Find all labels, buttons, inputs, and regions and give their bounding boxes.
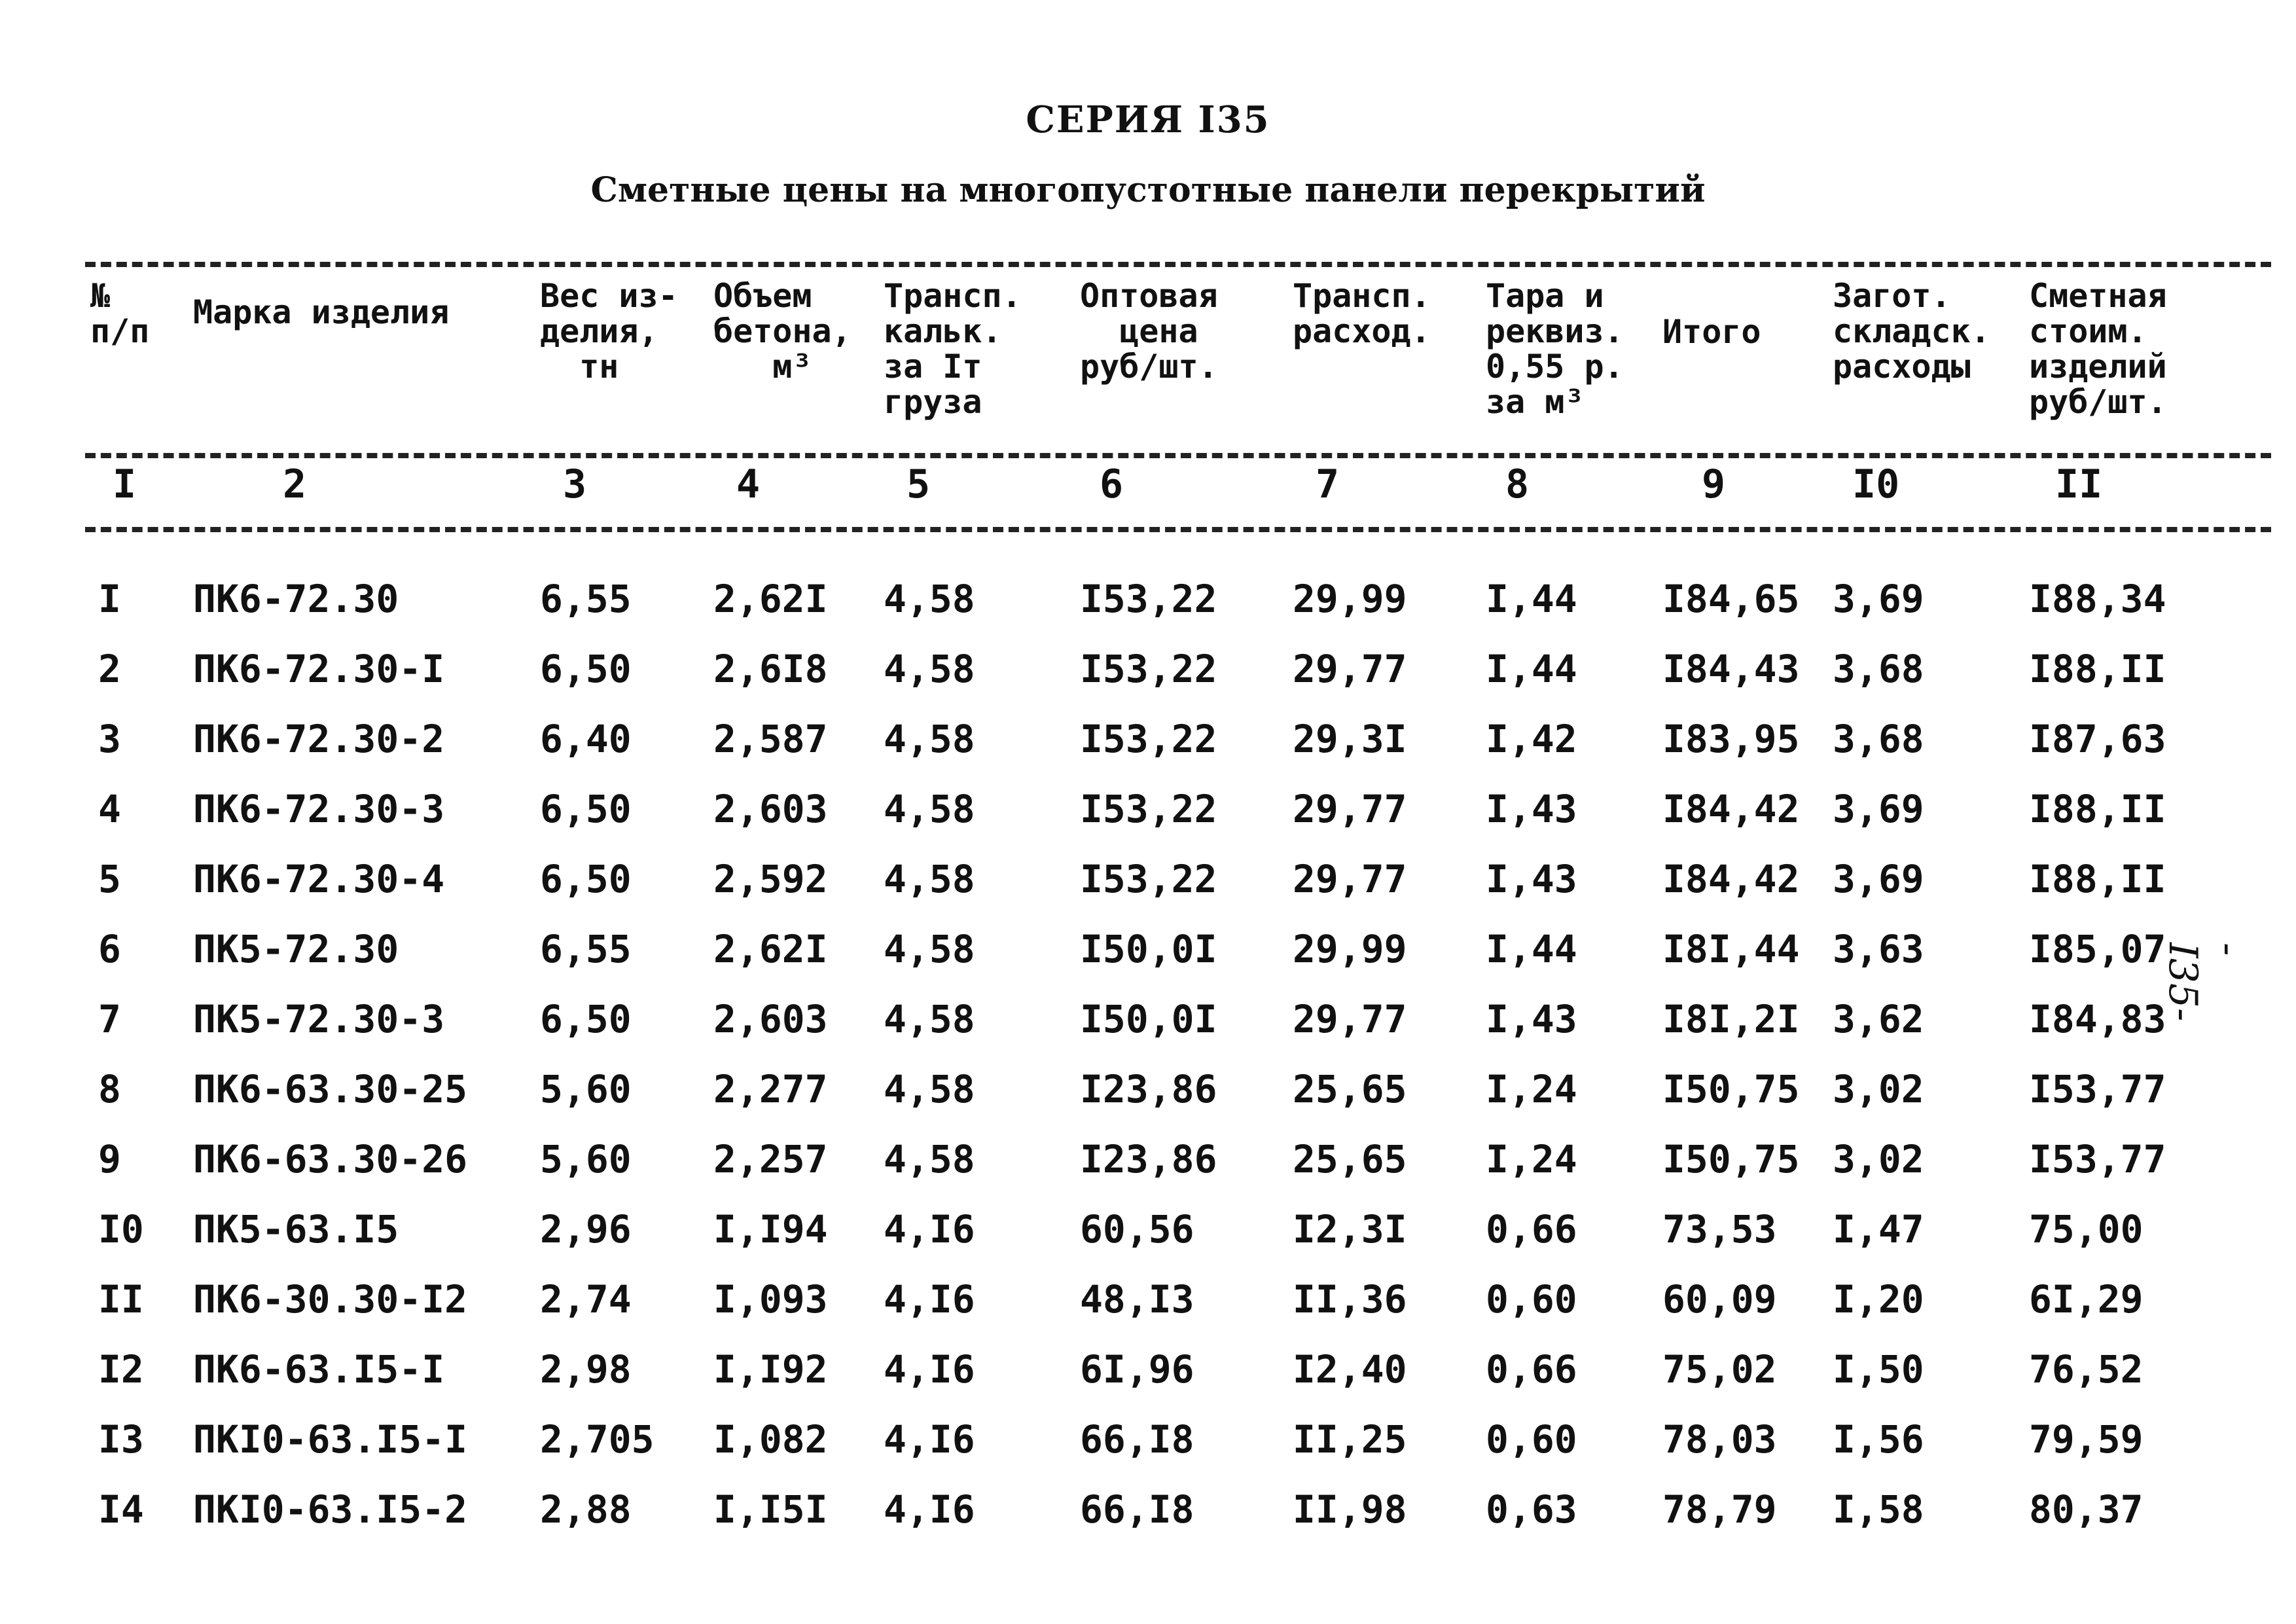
cell-number: II	[98, 1277, 144, 1322]
cell-total: I83,95	[1662, 717, 1800, 761]
table-row	[0, 1273, 2296, 1339]
cell-container: 0,60	[1486, 1277, 1577, 1322]
cell-volume: 2,587	[713, 717, 828, 761]
cell-mark: ПК6-72.30-4	[193, 857, 445, 901]
document-title: Сметные цены на многопустотные панели перекрытий	[590, 170, 1706, 210]
cell-weight: 6,50	[540, 647, 632, 691]
cell-number: 4	[98, 787, 121, 831]
cell-transport-calc: 4,I6	[884, 1277, 975, 1322]
cell-estimated-cost: I88,II	[2029, 647, 2166, 691]
cell-estimated-cost: 79,59	[2029, 1417, 2144, 1462]
column-number: I	[113, 461, 137, 507]
cell-wholesale-price: I53,22	[1080, 857, 1217, 901]
table-row	[0, 643, 2296, 708]
cell-procurement: 3,02	[1833, 1137, 1924, 1182]
header-concrete-volume: Объем бетона, м³	[713, 277, 852, 386]
cell-total: 75,02	[1662, 1347, 1777, 1392]
header-container: Тара и реквиз. 0,55 р. за м³	[1486, 277, 1624, 421]
cell-container: I,44	[1486, 927, 1577, 971]
cell-volume: I,I94	[713, 1207, 828, 1252]
cell-number: I3	[98, 1417, 144, 1462]
header-mark: Марка изделия	[193, 293, 450, 331]
cell-total: I50,75	[1662, 1137, 1800, 1182]
cell-weight: 2,705	[540, 1417, 655, 1462]
cell-mark: ПК6-63.30-25	[193, 1067, 468, 1111]
cell-volume: I,093	[713, 1277, 828, 1322]
cell-procurement: 3,63	[1833, 927, 1924, 971]
cell-number: I	[98, 577, 121, 621]
cell-estimated-cost: I84,83	[2029, 997, 2166, 1041]
table-row	[0, 783, 2296, 848]
cell-number: I0	[98, 1207, 144, 1252]
header-weight: Вес из- делия, тн	[540, 277, 678, 386]
cell-mark: ПКI0-63.I5-2	[193, 1487, 468, 1532]
cell-volume: I,I5I	[713, 1487, 828, 1532]
cell-transport-calc: 4,58	[884, 1067, 975, 1111]
cell-estimated-cost: 76,52	[2029, 1347, 2144, 1392]
cell-transport-calc: 4,I6	[884, 1347, 975, 1392]
cell-transport-cost: I2,3I	[1293, 1207, 1407, 1252]
column-number: 9	[1702, 461, 1726, 507]
cell-transport-cost: 29,77	[1293, 647, 1407, 691]
cell-wholesale-price: I50,0I	[1080, 927, 1217, 971]
cell-container: I,42	[1486, 717, 1577, 761]
cell-estimated-cost: I88,II	[2029, 787, 2166, 831]
cell-transport-cost: 29,77	[1293, 787, 1407, 831]
cell-total: I84,65	[1662, 577, 1800, 621]
column-number: 3	[563, 461, 587, 507]
cell-mark: ПК6-30.30-I2	[193, 1277, 468, 1322]
cell-procurement: I,50	[1833, 1347, 1924, 1392]
cell-wholesale-price: I23,86	[1080, 1067, 1217, 1111]
cell-number: 8	[98, 1067, 121, 1111]
table-row	[0, 1343, 2296, 1409]
cell-transport-calc: 4,58	[884, 1137, 975, 1182]
cell-transport-calc: 4,I6	[884, 1207, 975, 1252]
cell-weight: 5,60	[540, 1067, 632, 1111]
cell-wholesale-price: I53,22	[1080, 577, 1217, 621]
cell-container: 0,66	[1486, 1207, 1577, 1252]
cell-container: 0,60	[1486, 1417, 1577, 1462]
cell-procurement: 3,02	[1833, 1067, 1924, 1111]
cell-estimated-cost: 75,00	[2029, 1207, 2144, 1252]
cell-number: 3	[98, 717, 121, 761]
cell-mark: ПКI0-63.I5-I	[193, 1417, 468, 1462]
cell-transport-cost: 29,99	[1293, 927, 1407, 971]
cell-total: I84,43	[1662, 647, 1800, 691]
header-total: Итого	[1662, 313, 1761, 351]
cell-weight: 6,55	[540, 927, 632, 971]
cell-weight: 6,55	[540, 577, 632, 621]
cell-container: I,24	[1486, 1067, 1577, 1111]
cell-weight: 2,88	[540, 1487, 632, 1532]
cell-total: I8I,2I	[1662, 997, 1800, 1041]
cell-mark: ПК5-63.I5	[193, 1207, 399, 1252]
column-number: 5	[906, 461, 931, 507]
column-number: 2	[283, 461, 307, 507]
header-procurement: Загот. складск. расходы	[1833, 277, 1990, 386]
cell-transport-cost: 29,3I	[1293, 717, 1407, 761]
cell-mark: ПК6-63.I5-I	[193, 1347, 445, 1392]
cell-procurement: I,20	[1833, 1277, 1924, 1322]
cell-weight: 5,60	[540, 1137, 632, 1182]
cell-estimated-cost: I88,II	[2029, 857, 2166, 901]
cell-mark: ПК5-72.30	[193, 927, 399, 971]
table-row	[0, 923, 2296, 988]
cell-procurement: I,56	[1833, 1417, 1924, 1462]
cell-total: 73,53	[1662, 1207, 1777, 1252]
cell-number: 2	[98, 647, 121, 691]
cell-transport-cost: II,98	[1293, 1487, 1407, 1532]
cell-volume: I,082	[713, 1417, 828, 1462]
column-number: 6	[1100, 461, 1124, 507]
cell-estimated-cost: I88,34	[2029, 577, 2166, 621]
cell-number: 5	[98, 857, 121, 901]
cell-transport-cost: I2,40	[1293, 1347, 1407, 1392]
header-number: № п/п	[90, 277, 150, 350]
cell-weight: 2,98	[540, 1347, 632, 1392]
cell-transport-calc: 4,I6	[884, 1417, 975, 1462]
cell-total: I84,42	[1662, 857, 1800, 901]
table-row	[0, 1063, 2296, 1128]
cell-mark: ПК6-63.30-26	[193, 1137, 468, 1182]
cell-volume: I,I92	[713, 1347, 828, 1392]
table-row	[0, 713, 2296, 778]
cell-procurement: 3,62	[1833, 997, 1924, 1041]
cell-weight: 6,50	[540, 997, 632, 1041]
cell-wholesale-price: I23,86	[1080, 1137, 1217, 1182]
cell-weight: 6,50	[540, 857, 632, 901]
cell-total: I8I,44	[1662, 927, 1800, 971]
cell-procurement: 3,68	[1833, 647, 1924, 691]
cell-procurement: I,47	[1833, 1207, 1924, 1252]
cell-volume: 2,62I	[713, 577, 828, 621]
cell-container: I,43	[1486, 787, 1577, 831]
table-row	[0, 993, 2296, 1058]
cell-number: 6	[98, 927, 121, 971]
cell-procurement: I,58	[1833, 1487, 1924, 1532]
cell-container: I,44	[1486, 577, 1577, 621]
cell-estimated-cost: 6I,29	[2029, 1277, 2144, 1322]
cell-volume: 2,277	[713, 1067, 828, 1111]
cell-transport-cost: 29,99	[1293, 577, 1407, 621]
cell-number: I2	[98, 1347, 144, 1392]
cell-wholesale-price: I53,22	[1080, 787, 1217, 831]
cell-procurement: 3,69	[1833, 787, 1924, 831]
cell-mark: ПК5-72.30-3	[193, 997, 445, 1041]
cell-wholesale-price: I50,0I	[1080, 997, 1217, 1041]
header-estimated-cost: Сметная стоим. изделий руб/шт.	[2029, 277, 2167, 421]
table-row	[0, 573, 2296, 638]
header-transport-cost: Трансп. расход.	[1293, 277, 1431, 350]
cell-number: 9	[98, 1137, 121, 1182]
column-number: 4	[736, 461, 761, 507]
cell-weight: 2,96	[540, 1207, 632, 1252]
cell-transport-calc: 4,58	[884, 927, 975, 971]
cell-volume: 2,603	[713, 997, 828, 1041]
cell-weight: 2,74	[540, 1277, 632, 1322]
table-row	[0, 853, 2296, 918]
cell-weight: 6,50	[540, 787, 632, 831]
cell-procurement: 3,69	[1833, 577, 1924, 621]
cell-volume: 2,592	[713, 857, 828, 901]
cell-wholesale-price: 48,I3	[1080, 1277, 1194, 1322]
page-number-note: -I35-	[2160, 943, 2251, 1022]
cell-transport-cost: 25,65	[1293, 1067, 1407, 1111]
cell-transport-calc: 4,58	[884, 577, 975, 621]
cell-total: I50,75	[1662, 1067, 1800, 1111]
cell-volume: 2,603	[713, 787, 828, 831]
cell-wholesale-price: 66,I8	[1080, 1487, 1194, 1532]
series-label: СЕРИЯ I35	[1026, 98, 1270, 141]
cell-transport-calc: 4,58	[884, 857, 975, 901]
cell-estimated-cost: I87,63	[2029, 717, 2166, 761]
cell-transport-cost: 25,65	[1293, 1137, 1407, 1182]
column-number: II	[2055, 461, 2103, 507]
cell-transport-calc: 4,58	[884, 717, 975, 761]
cell-container: I,43	[1486, 997, 1577, 1041]
cell-wholesale-price: 6I,96	[1080, 1347, 1194, 1392]
cell-procurement: 3,69	[1833, 857, 1924, 901]
cell-total: 60,09	[1662, 1277, 1777, 1322]
cell-mark: ПК6-72.30	[193, 577, 399, 621]
cell-transport-cost: II,25	[1293, 1417, 1407, 1462]
header-mid-rule	[85, 453, 2271, 458]
cell-total: I84,42	[1662, 787, 1800, 831]
cell-container: I,24	[1486, 1137, 1577, 1182]
cell-transport-calc: 4,I6	[884, 1487, 975, 1532]
table-row	[0, 1413, 2296, 1479]
cell-procurement: 3,68	[1833, 717, 1924, 761]
column-number: 7	[1316, 461, 1340, 507]
cell-transport-cost: II,36	[1293, 1277, 1407, 1322]
cell-transport-calc: 4,58	[884, 787, 975, 831]
header-top-rule	[85, 262, 2271, 267]
table-row	[0, 1203, 2296, 1269]
cell-estimated-cost: I53,77	[2029, 1067, 2166, 1111]
cell-transport-cost: 29,77	[1293, 857, 1407, 901]
cell-mark: ПК6-72.30-2	[193, 717, 445, 761]
column-number: I0	[1852, 461, 1900, 507]
cell-estimated-cost: 80,37	[2029, 1487, 2144, 1532]
cell-weight: 6,40	[540, 717, 632, 761]
cell-transport-cost: 29,77	[1293, 997, 1407, 1041]
cell-number: I4	[98, 1487, 144, 1532]
table-row	[0, 1483, 2296, 1549]
column-number: 8	[1505, 461, 1530, 507]
cell-estimated-cost: I85,07	[2029, 927, 2166, 971]
header-bottom-rule	[85, 527, 2271, 532]
cell-volume: 2,62I	[713, 927, 828, 971]
cell-mark: ПК6-72.30-I	[193, 647, 445, 691]
cell-volume: 2,6I8	[713, 647, 828, 691]
header-wholesale-price: Оптовая цена руб/шт.	[1080, 277, 1218, 386]
cell-container: I,44	[1486, 647, 1577, 691]
cell-wholesale-price: I53,22	[1080, 717, 1217, 761]
table-row	[0, 1133, 2296, 1199]
cell-wholesale-price: I53,22	[1080, 647, 1217, 691]
cell-transport-calc: 4,58	[884, 647, 975, 691]
cell-volume: 2,257	[713, 1137, 828, 1182]
cell-total: 78,03	[1662, 1417, 1777, 1462]
header-transport-calc: Трансп. кальк. за Iт груза	[884, 277, 1022, 421]
cell-container: I,43	[1486, 857, 1577, 901]
cell-container: 0,63	[1486, 1487, 1577, 1532]
cell-wholesale-price: 66,I8	[1080, 1417, 1194, 1462]
cell-total: 78,79	[1662, 1487, 1777, 1532]
cell-mark: ПК6-72.30-3	[193, 787, 445, 831]
cell-wholesale-price: 60,56	[1080, 1207, 1194, 1252]
cell-number: 7	[98, 997, 121, 1041]
cell-transport-calc: 4,58	[884, 997, 975, 1041]
cell-container: 0,66	[1486, 1347, 1577, 1392]
cell-estimated-cost: I53,77	[2029, 1137, 2166, 1182]
